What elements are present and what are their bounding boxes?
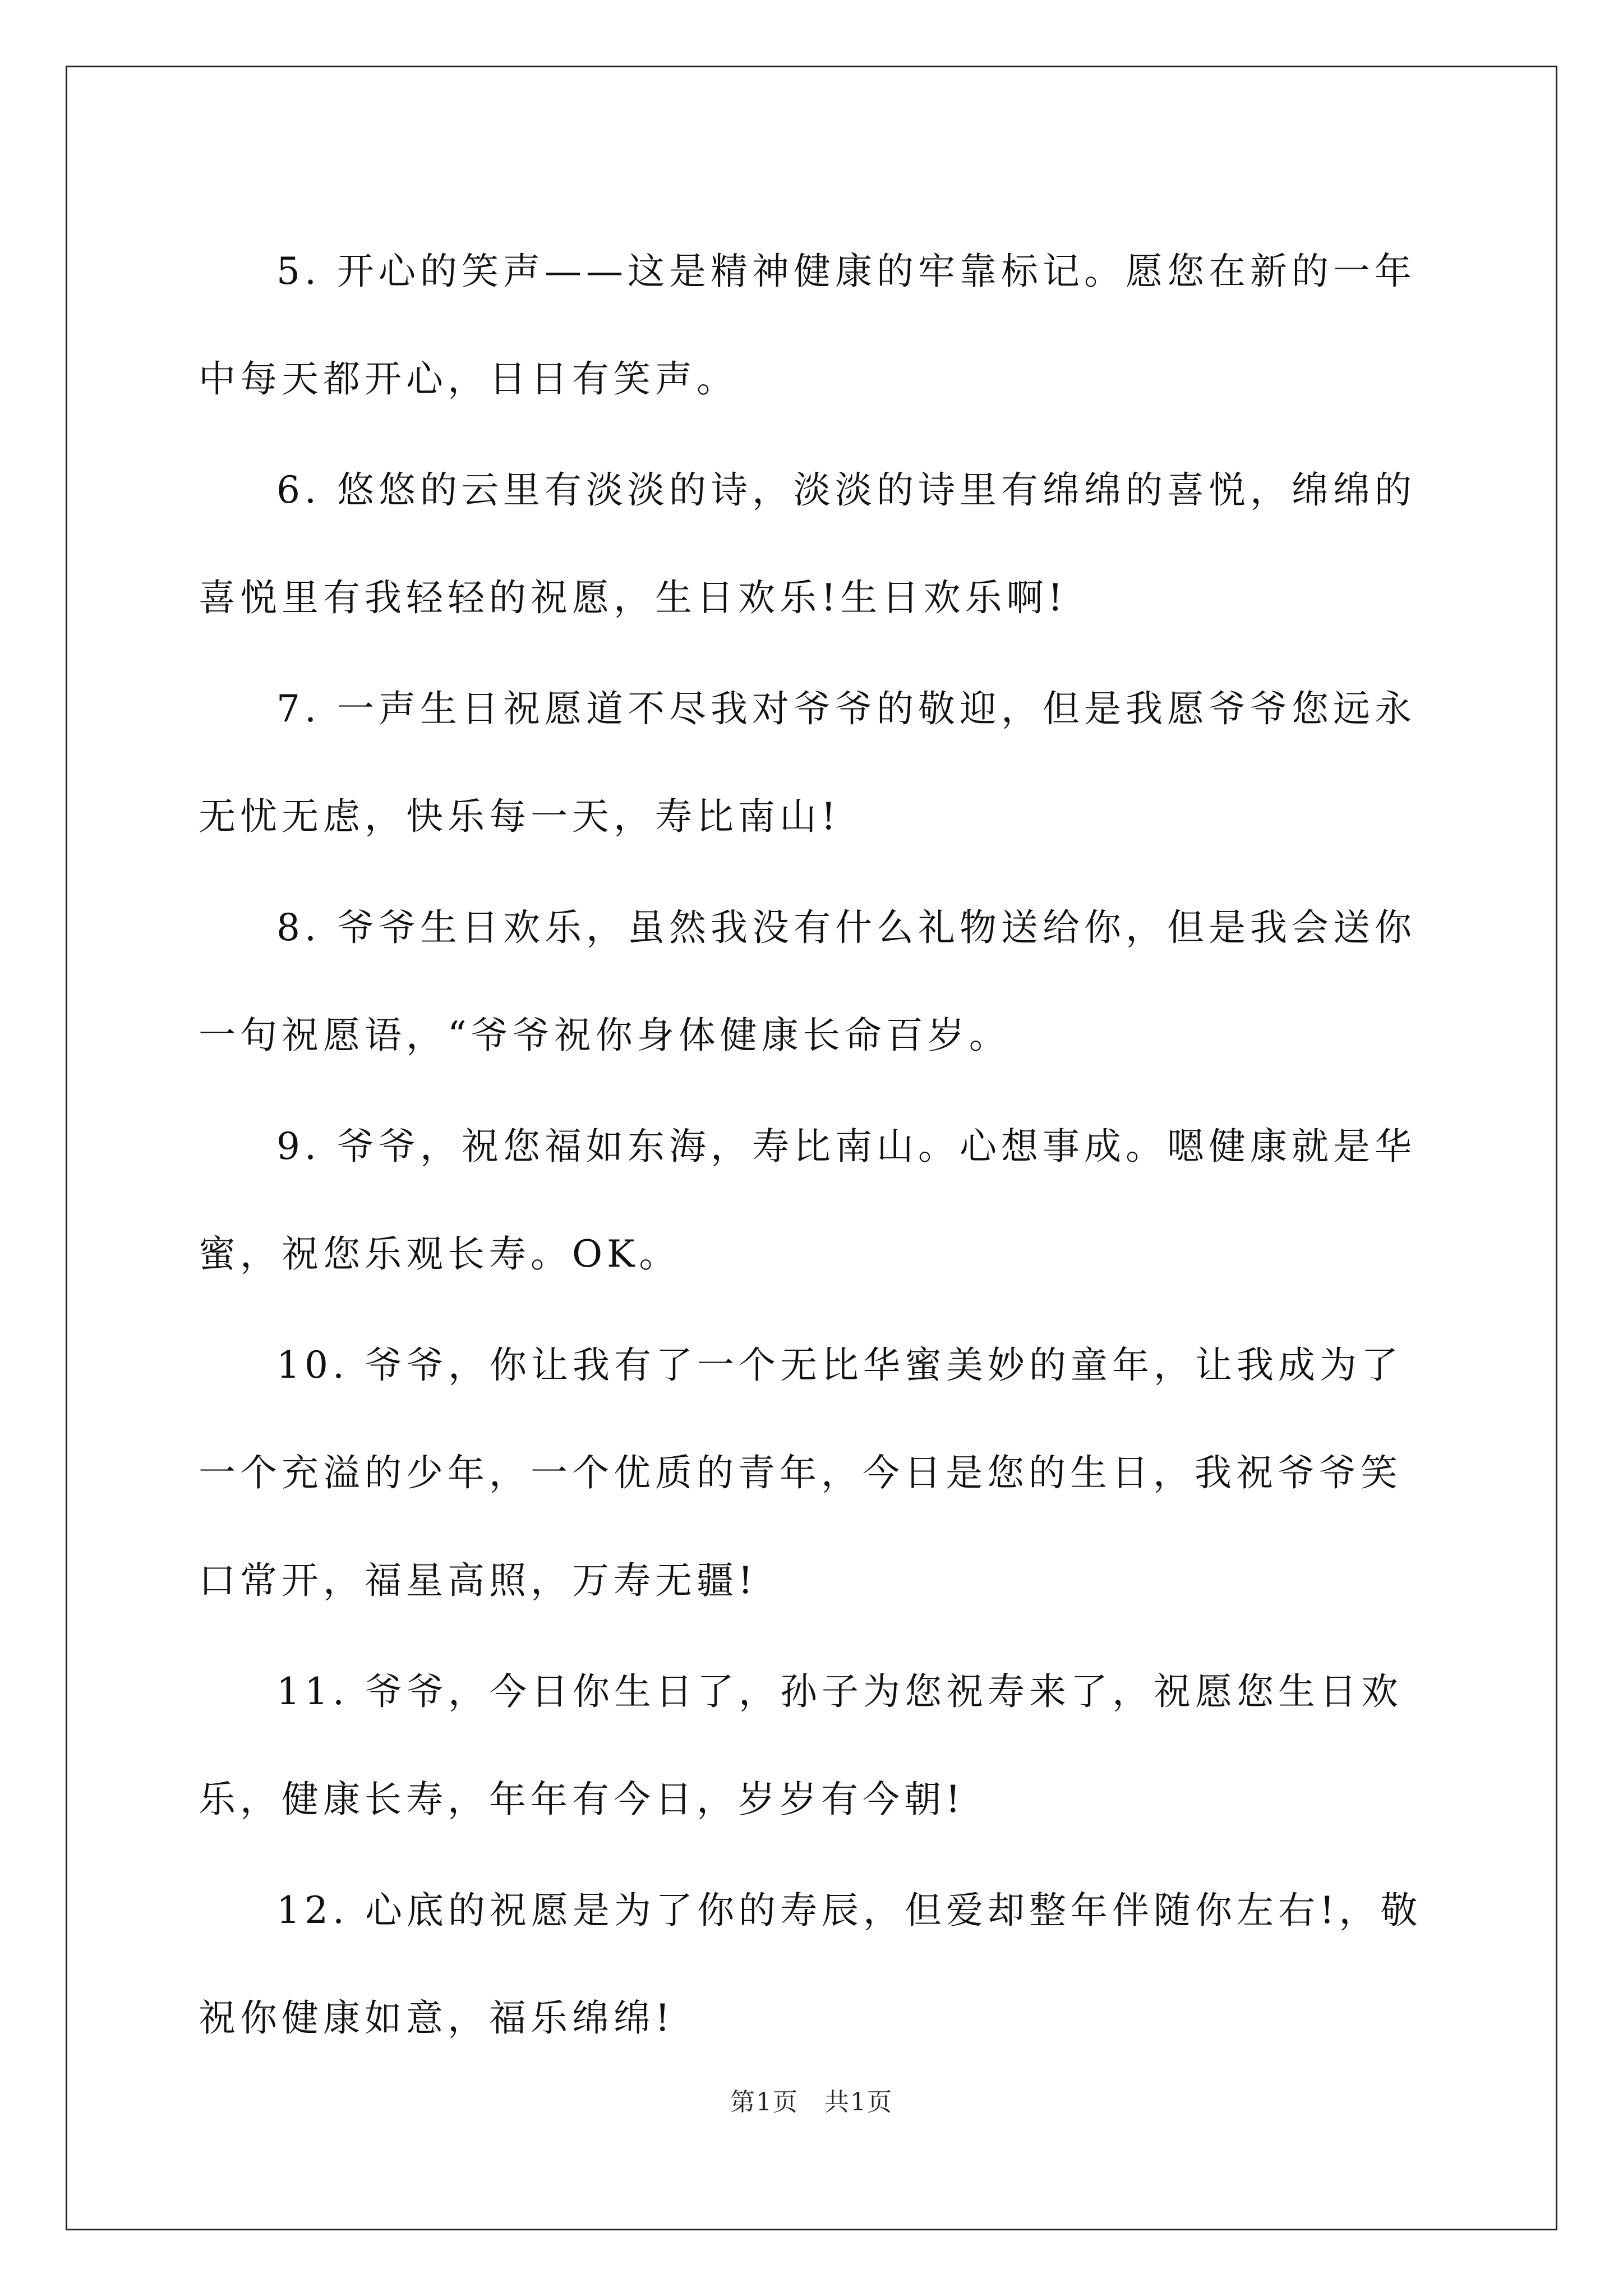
paragraph-8: 8. 爷爷生日欢乐，虽然我没有什么礼物送给你，但是我会送你一句祝愿语，“爷爷祝你身体健康长命百岁。 — [199, 906, 1416, 1057]
paragraph-12: 12. 心底的祝愿是为了你的寿辰，但爱却整年伴随你左右!，敬祝你健康如意，福乐绵绵! — [199, 1889, 1422, 2040]
paragraph-7: 7. 一声生日祝愿道不尽我对爷爷的敬迎，但是我愿爷爷您远永无忧无虑，快乐每一天，寿比南山! — [199, 687, 1416, 838]
paragraph-5: 5. 开心的笑声——这是精神健康的牢靠标记。愿您在新的一年中每天都开心，日日有笑声。 — [199, 250, 1416, 401]
paragraph-9: 9. 爷爷，祝您福如东海，寿比南山。心想事成。嗯健康就是华蜜，祝您乐观长寿。OK。 — [199, 1125, 1416, 1276]
paragraph-11: 11. 爷爷，今日你生日了，孙子为您祝寿来了，祝愿您生日欢乐，健康长寿，年年有今日，岁岁有今朝! — [199, 1670, 1403, 1821]
paragraph-10: 10. 爷爷，你让我有了一个无比华蜜美妙的童年，让我成为了一个充溢的少年，一个优质的青年，今日是您的生日，我祝爷爷笑口常开，福星高照，万寿无疆! — [199, 1343, 1403, 1602]
document-body — [199, 218, 1432, 2076]
paragraph-6: 6. 悠悠的云里有淡淡的诗，淡淡的诗里有绵绵的喜悦，绵绵的喜悦里有我轻轻的祝愿，生日欢乐!生日欢乐啊! — [199, 468, 1416, 619]
page-footer: 第1页 共1页 — [730, 2088, 893, 2116]
